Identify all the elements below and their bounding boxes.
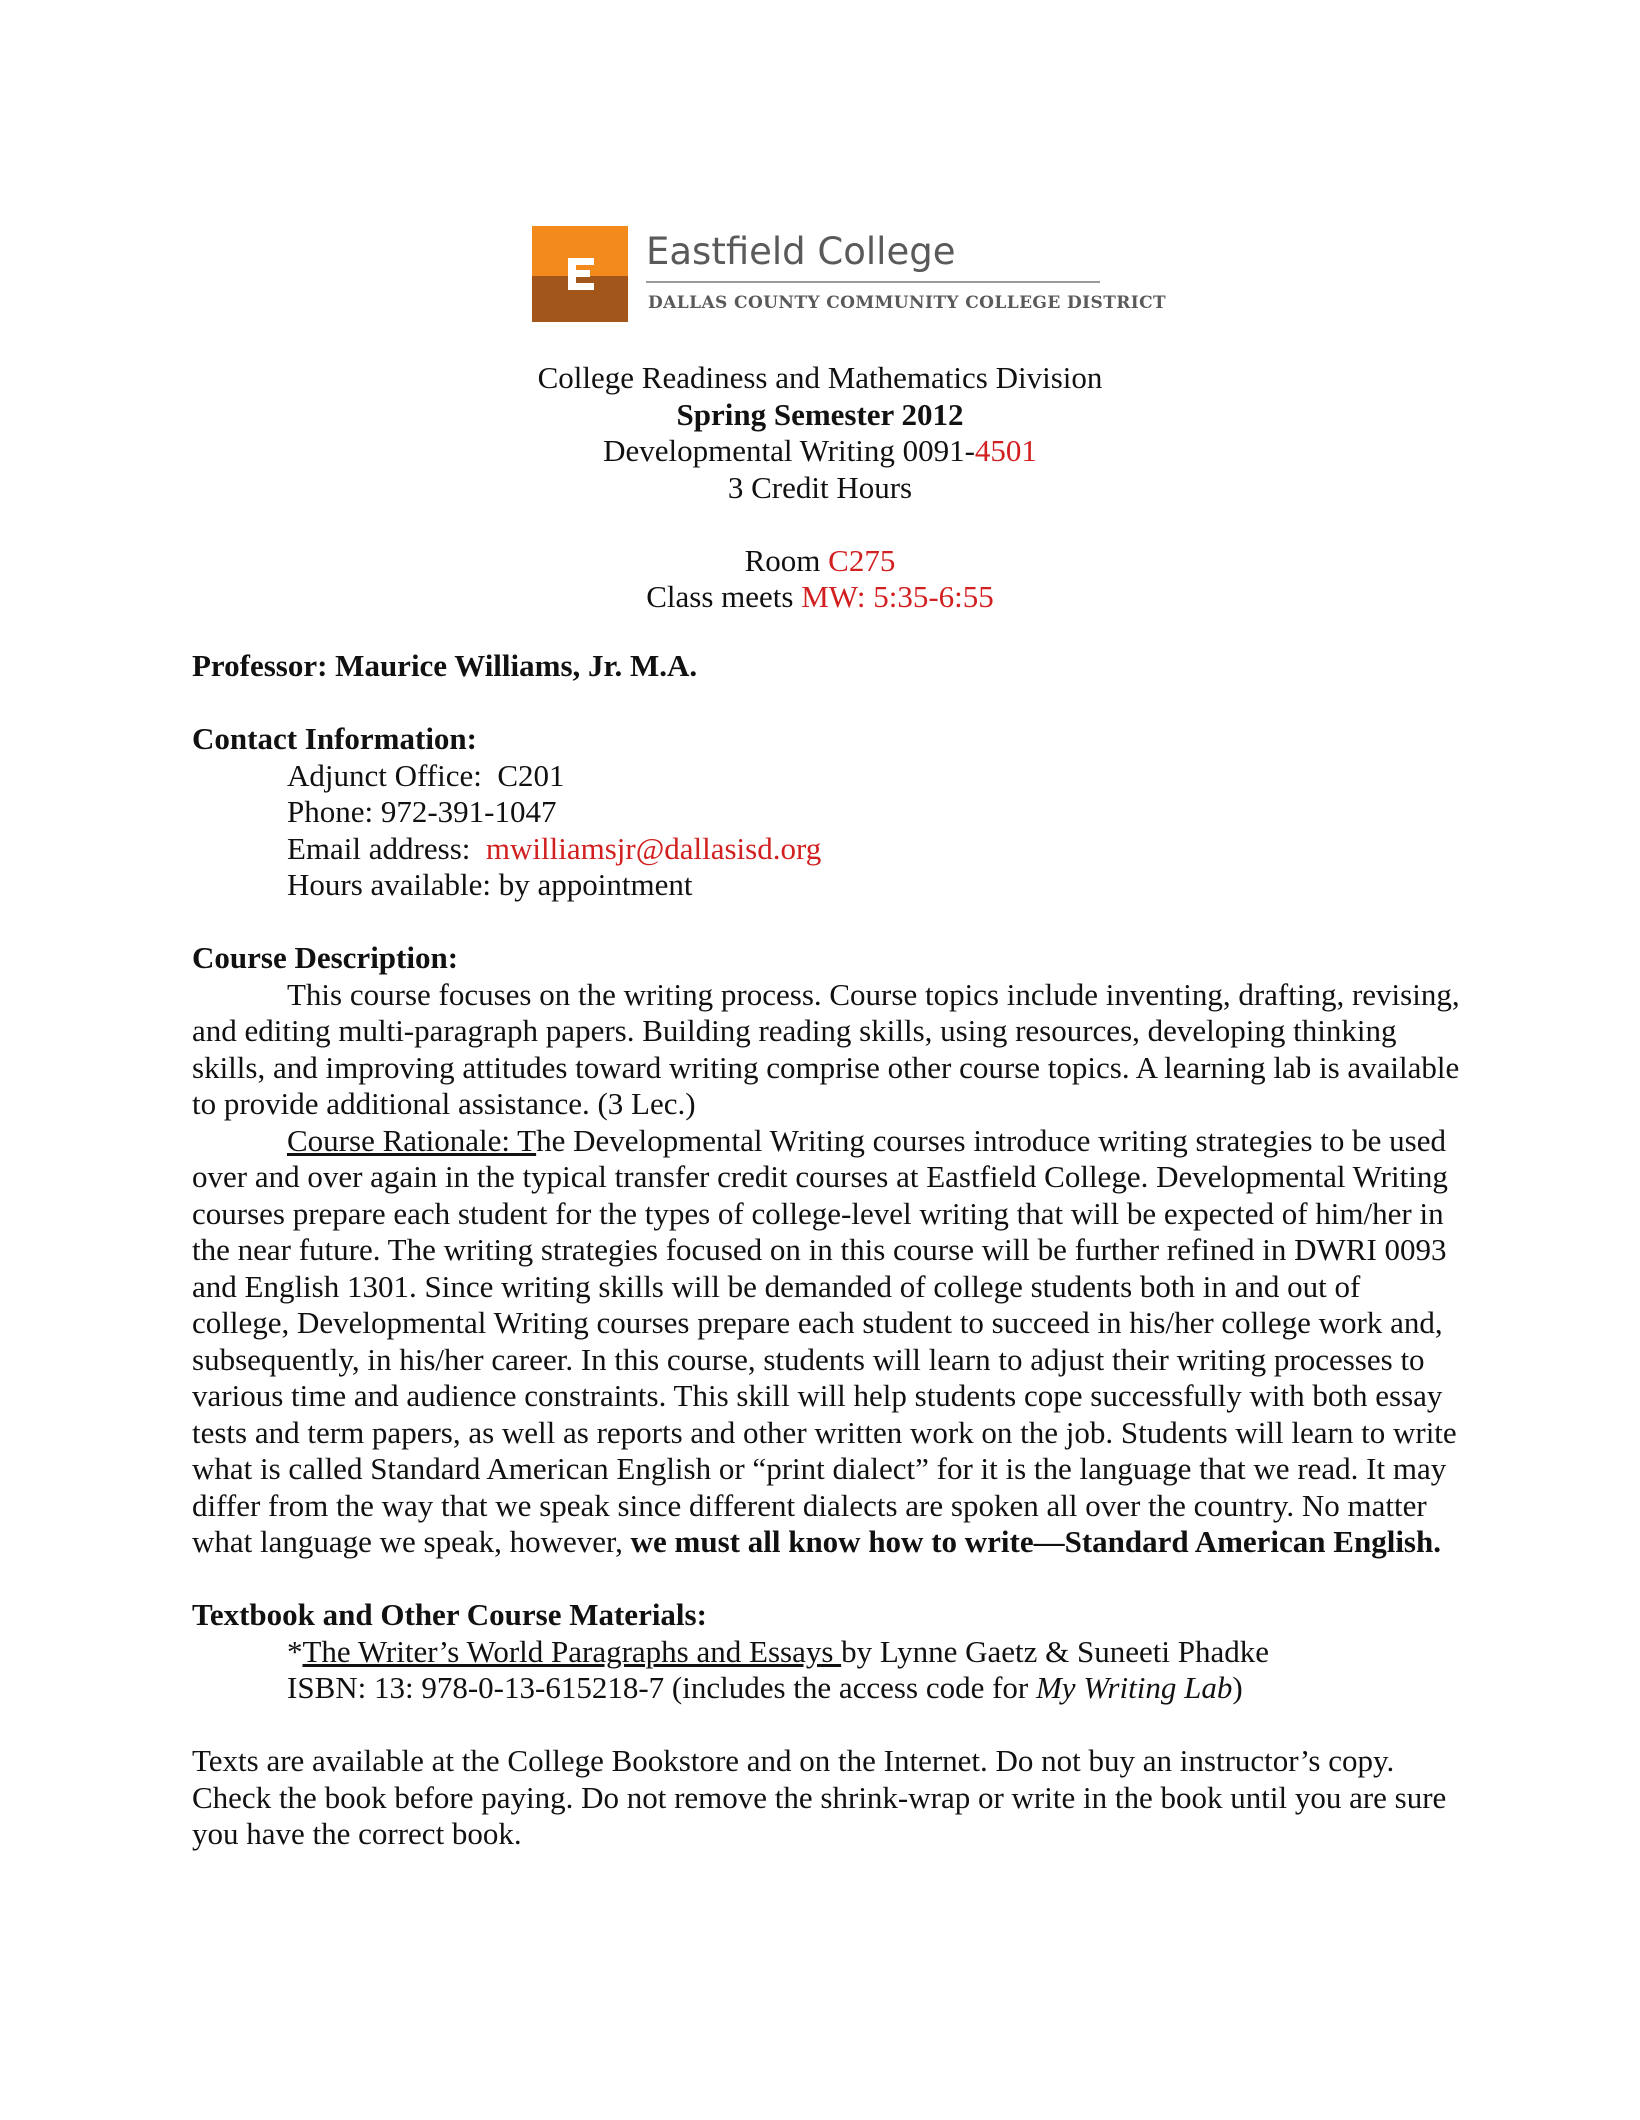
course-line xyxy=(0,433,1640,470)
syllabus-body xyxy=(192,648,1462,1853)
hours-line: Hours available: by appointment xyxy=(287,867,693,902)
semester-line: Spring Semester 2012 xyxy=(676,396,964,432)
division-line: College Readiness and Mathematics Division xyxy=(537,360,1103,395)
materials-details xyxy=(192,1634,1462,1707)
contact-details xyxy=(192,758,1462,904)
room-line xyxy=(0,543,1640,580)
logo-divider xyxy=(646,281,1100,283)
credit-hours-line: 3 Credit Hours xyxy=(727,469,913,505)
isbn-text: ISBN: 13: 978-0-13-615218-7 (includes the access code for xyxy=(287,1670,1036,1705)
contact-heading: Contact Information: xyxy=(192,721,477,756)
rationale-emphasis: we must all know how to write—Standard American English. xyxy=(630,1524,1441,1559)
bookstore-notice: Texts are available at the College Bookstore and on the Internet. Do not buy an instructor’s copy. Check the book before paying. Do not remove the shrink-wrap or write in the book until you are sure you have the correct book. xyxy=(192,1743,1447,1851)
office-line xyxy=(287,758,1462,795)
college-logo-mark xyxy=(532,226,628,322)
email-link[interactable]: mwilliamsjr@dallasisd.org xyxy=(485,830,822,866)
phone-line: Phone: 972-391-1047 xyxy=(287,794,557,829)
textbook-author: by Lynne Gaetz & Suneeti Phadke xyxy=(841,1633,1270,1669)
textbook-title: The Writer’s World Paragraphs and Essays xyxy=(302,1633,842,1669)
isbn-italic: My Writing Lab xyxy=(1035,1670,1233,1705)
course-section: 4501 xyxy=(974,433,1037,468)
materials-heading: Textbook and Other Course Materials: xyxy=(192,1597,707,1632)
room-value: C275 xyxy=(828,542,896,578)
meeting-value: MW: 5:35-6:55 xyxy=(801,579,994,614)
email-line xyxy=(287,831,1462,868)
course-prefix: Developmental Writing 0091- xyxy=(603,433,975,468)
textbook-star: * xyxy=(287,1633,303,1669)
email-label: Email address: xyxy=(287,830,486,866)
college-name: Eastfield College xyxy=(646,230,956,273)
description-heading: Course Description: xyxy=(192,940,459,975)
meeting-label: Class meets xyxy=(646,579,802,614)
office-label: Adjunct Office: xyxy=(287,757,498,793)
eastfield-college-logo xyxy=(532,226,1167,322)
room-label: Room xyxy=(744,542,829,578)
office-value: C201 xyxy=(497,757,565,793)
rationale-label: Course Rationale: T xyxy=(287,1122,537,1158)
logo-e-icon xyxy=(566,256,596,292)
professor-line: Professor: Maurice Williams, Jr. M.A. xyxy=(192,648,698,683)
district-name: DALLAS COUNTY COMMUNITY COLLEGE DISTRICT xyxy=(648,293,1167,313)
meeting-line xyxy=(0,579,1640,616)
description-paragraph: This course focuses on the writing process. Course topics include inventing, drafting, revising, and editing multi-paragraph papers. Building reading skills, using resources, developing thinking skills, and improving attitudes toward writing comprise other course topics. A learning lab is available to provide additional assistance. (3 Lec.) xyxy=(192,976,1460,1121)
isbn-close: ) xyxy=(1232,1670,1243,1705)
rationale-text: he Developmental Writing courses introduce writing strategies to be used over and over again in the typical transfer credit courses at Eastfield College. Developmental Writing courses prepare each student for the types of college-level writing that will be expected of him/her in the near future. The writing strategies focused on in this course will be further refined in DWRI 0093 and English 1301. Since writing skills will be demanded of college students both in and out of college, Developmental Writing courses prepare each student to succeed in his/her college work and, subsequently, in his/her career. In this course, students will learn to adjust their writing processes to various time and audience constraints. This skill will help students cope successfully with both essay tests and term papers, as well as reports and other written work on the job. Students will learn to write what is called Standard American English or “print dialect” for it is the language that we read. It may differ from the way that we speak since different dialects are spoken all over the country. No matter what language we speak, however, xyxy=(192,1122,1457,1559)
textbook-line xyxy=(287,1634,1462,1671)
rationale-paragraph xyxy=(192,1123,1462,1561)
isbn-line xyxy=(287,1670,1462,1707)
course-header xyxy=(0,360,1640,616)
